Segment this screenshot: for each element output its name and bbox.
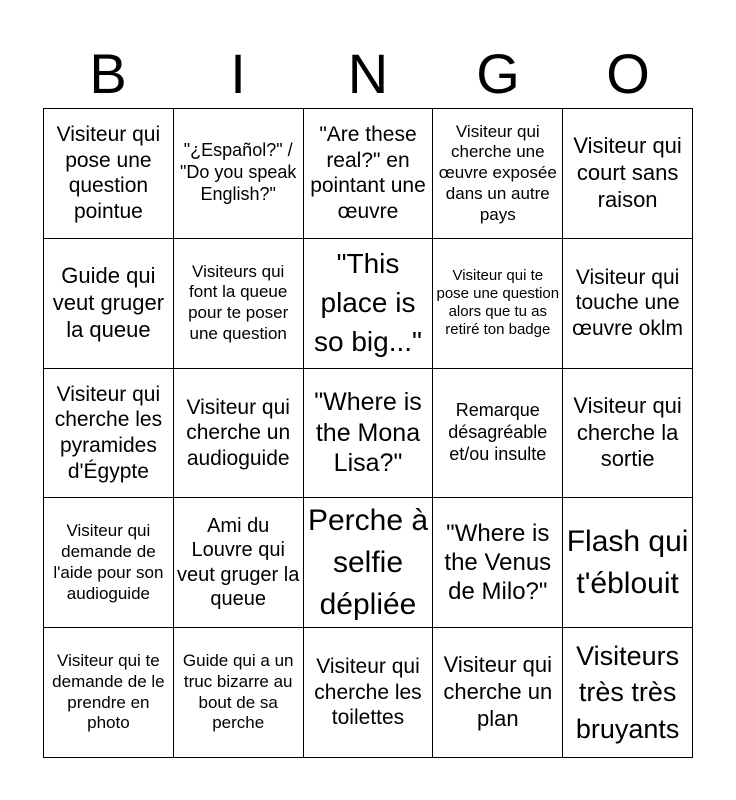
bingo-cell[interactable]: Guide qui veut gruger la queue	[44, 239, 174, 369]
bingo-cell[interactable]: Visiteur qui te demande de le prendre en photo	[44, 628, 174, 758]
header-letter-n: N	[347, 42, 389, 105]
header-letter-g: G	[476, 42, 520, 105]
bingo-cell[interactable]: Visiteur qui touche une œuvre oklm	[563, 239, 693, 369]
bingo-cell[interactable]: Visiteur qui cherche la sortie	[563, 369, 693, 499]
bingo-cell[interactable]: Visiteur qui pose une question pointue	[44, 109, 174, 239]
bingo-cell[interactable]: Visiteurs qui font la queue pour te poser une question	[174, 239, 304, 369]
bingo-cell[interactable]: Visiteur qui te pose une question alors que tu as retiré ton badge	[433, 239, 563, 369]
bingo-cell[interactable]: Visiteur qui cherche un audioguide	[174, 369, 304, 499]
bingo-cell[interactable]: Flash qui t'éblouit	[563, 498, 693, 628]
bingo-cell[interactable]: Guide qui a un truc bizarre au bout de sa perche	[174, 628, 304, 758]
bingo-cell[interactable]: Visiteur qui cherche un plan	[433, 628, 563, 758]
header-letter-b: B	[89, 42, 127, 105]
bingo-cell[interactable]: "Where is the Venus de Milo?"	[433, 498, 563, 628]
bingo-cell[interactable]: Perche à selfie dépliée	[304, 498, 434, 628]
bingo-cell[interactable]: Visiteur qui cherche les toilettes	[304, 628, 434, 758]
bingo-cell[interactable]: "Where is the Mona Lisa?"	[304, 369, 434, 499]
bingo-cell[interactable]: Visiteurs très très bruyants	[563, 628, 693, 758]
header-letter-i: I	[230, 42, 246, 105]
bingo-cell[interactable]: Remarque désagréable et/ou insulte	[433, 369, 563, 499]
bingo-cell[interactable]: "This place is so big..."	[304, 239, 434, 369]
bingo-cell[interactable]: Visiteur qui cherche une œuvre exposée dans un autre pays	[433, 109, 563, 239]
bingo-cell[interactable]: "¿Español?" / "Do you speak English?"	[174, 109, 304, 239]
header-letter-o: O	[606, 42, 650, 105]
bingo-cell[interactable]: Visiteur qui cherche les pyramides d'Égypte	[44, 369, 174, 499]
bingo-cell[interactable]: Visiteur qui demande de l'aide pour son audioguide	[44, 498, 174, 628]
bingo-cell[interactable]: Ami du Louvre qui veut gruger la queue	[174, 498, 304, 628]
bingo-header	[43, 40, 693, 108]
bingo-cell[interactable]: "Are these real?" en pointant une œuvre	[304, 109, 434, 239]
bingo-cell[interactable]: Visiteur qui court sans raison	[563, 109, 693, 239]
bingo-grid	[43, 108, 693, 758]
